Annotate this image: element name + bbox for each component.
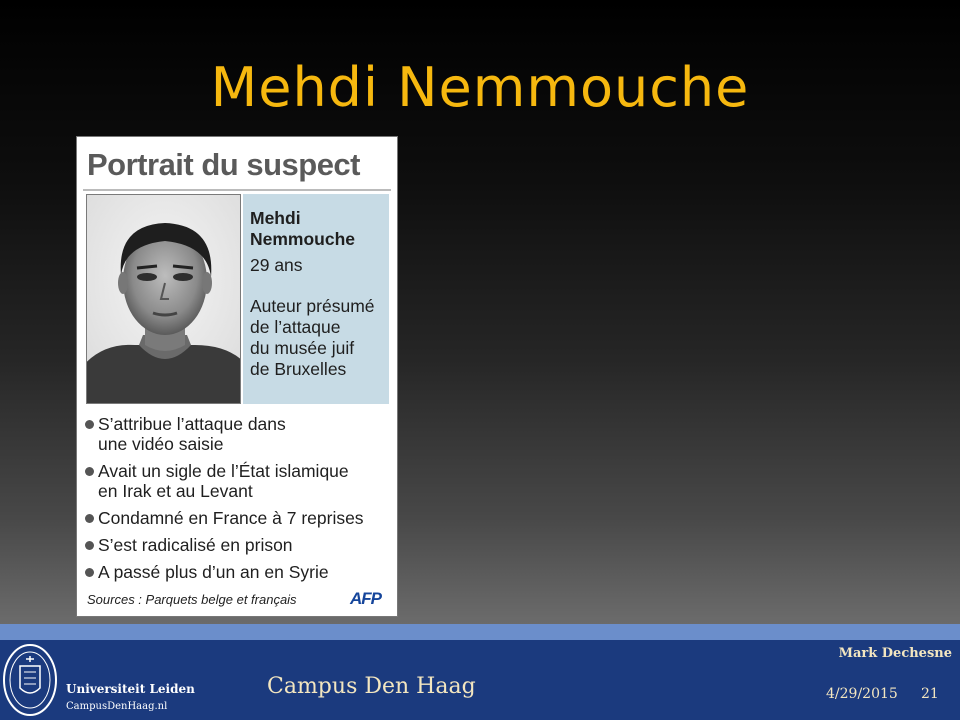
suspect-portrait-card — [76, 136, 398, 617]
footer-accent-band — [0, 624, 960, 640]
university-website: CampusDenHaag.nl — [66, 701, 168, 712]
suspect-name — [250, 208, 389, 250]
suspect-last-name: Nemmouche — [250, 229, 356, 249]
suspect-description — [250, 296, 389, 380]
description-line: de Bruxelles — [250, 359, 347, 379]
description-line: Auteur présumé — [250, 296, 375, 316]
sources-credit: Sources : Parquets belge et français — [87, 592, 297, 607]
slide-date: 4/29/2015 — [826, 686, 898, 702]
fact-line: A passé plus d’un an en Syrie — [98, 562, 329, 582]
slide-footer — [0, 624, 960, 720]
fact-line: Avait un sigle de l’État islamique — [98, 461, 349, 481]
author-name: Mark Dechesne — [838, 646, 952, 661]
afp-logo: AFP — [350, 589, 381, 608]
university-seal-icon — [2, 642, 58, 718]
slide-title: Mehdi Nemmouche — [210, 56, 750, 119]
suspect-info-panel — [243, 194, 389, 404]
suspect-photo — [86, 194, 241, 404]
bullet-dot-icon — [85, 467, 94, 476]
card-header: Portrait du suspect — [87, 147, 360, 182]
description-line: du musée juif — [250, 338, 355, 358]
university-name: Universiteit Leiden — [66, 682, 195, 696]
bullet-dot-icon — [85, 568, 94, 577]
fact-item — [85, 535, 395, 555]
campus-name: Campus Den Haag — [267, 674, 476, 699]
fact-line: S’est radicalisé en prison — [98, 535, 293, 555]
bullet-dot-icon — [85, 420, 94, 429]
suspect-age: 29 ans — [250, 255, 303, 275]
fact-line: en Irak et au Levant — [98, 481, 253, 501]
card-divider — [83, 189, 391, 191]
bullet-dot-icon — [85, 541, 94, 550]
fact-line: Condamné en France à 7 reprises — [98, 508, 364, 528]
fact-item — [85, 508, 395, 528]
fact-line: S’attribue l’attaque dans — [98, 414, 286, 434]
slide-number: 21 — [921, 686, 939, 702]
fact-line: une vidéo saisie — [98, 434, 224, 454]
fact-item — [85, 414, 395, 454]
fact-item — [85, 461, 395, 501]
facts-list — [85, 414, 395, 589]
fact-item — [85, 562, 395, 582]
suspect-first-name: Mehdi — [250, 208, 301, 228]
description-line: de l’attaque — [250, 317, 341, 337]
bullet-dot-icon — [85, 514, 94, 523]
